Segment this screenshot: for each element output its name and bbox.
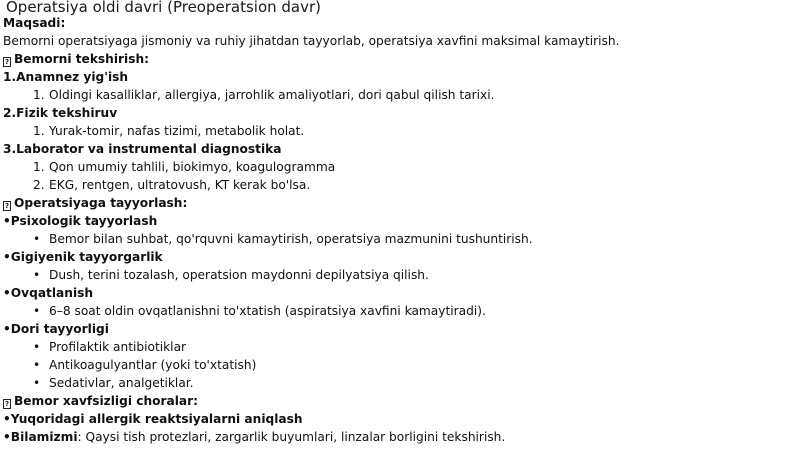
list-number: 2.	[33, 178, 45, 192]
list-item	[3, 158, 793, 176]
list-item	[3, 122, 793, 140]
examination-sections	[3, 68, 793, 194]
preparation-section-label	[3, 284, 793, 302]
list-item-text: Antikoagulyantlar (yoki to'xtatish)	[49, 358, 257, 372]
bullet-icon: •	[33, 268, 41, 282]
list-item-text: Profilaktik antibiotiklar	[49, 340, 187, 354]
examination-section-label: 3.Laborator va instrumental diagnostika	[3, 142, 282, 156]
list-item-text: Qon umumiy tahlili, biokimyo, koagulogramma	[49, 160, 336, 174]
examination-section-label: 1.Anamnez yig'ish	[3, 70, 129, 84]
list-item	[3, 302, 793, 320]
preparation-section-label-text: Gigiyenik tayyorgarlik	[10, 250, 163, 264]
list-item	[3, 266, 793, 284]
preparation-section-label-text: Psixologik tayyorlash	[10, 214, 158, 228]
preparation-sections	[3, 212, 793, 392]
list-item-text: Bemor bilan suhbat, qo'rquvni kamaytirish, operatsiya mazmunini tushuntirish.	[49, 232, 533, 246]
bullet-icon: •	[3, 214, 11, 228]
list-item-text: EKG, rentgen, ultratovush, KT kerak bo'lsa.	[49, 178, 311, 192]
list-number: 1.	[33, 124, 45, 138]
list-item	[3, 230, 793, 248]
goal-heading: Maqsadi:	[3, 16, 66, 30]
bullet-icon: •	[3, 286, 11, 300]
list-item-text: 6–8 soat oldin ovqatlanishni to'xtatish (aspiratsiya xavfini kamaytiradi).	[49, 304, 486, 318]
preparation-heading	[3, 194, 793, 212]
slide-title: Operatsiya oldi davri (Preoperatsion davr)	[6, 0, 322, 16]
preparation-section-label-text: Dori tayyorligi	[10, 322, 109, 336]
bullet-icon: •	[33, 304, 41, 318]
list-item	[3, 176, 793, 194]
safety-heading-text: Bemor xavfsizligi choralar:	[14, 394, 199, 408]
list-item-text: Yurak-tomir, nafas tizimi, metabolik holat.	[49, 124, 305, 138]
safety-line-2-label: Bilamizmi	[10, 430, 78, 444]
preparation-section-label	[3, 212, 793, 230]
list-item	[3, 338, 793, 356]
list-item-text: Oldingi kasalliklar, allergiya, jarrohlik amaliyotlari, dori qabul qilish tarixi.	[49, 88, 495, 102]
examination-section-label: 2.Fizik tekshiruv	[3, 106, 118, 120]
bullet-icon: •	[33, 340, 41, 354]
bullet-icon: •	[3, 322, 11, 336]
preparation-section-label-text: Ovqatlanish	[10, 286, 94, 300]
safety-line-2-text: : Qaysi tish protezlari, zargarlik buyumlari, linzalar borligini tekshirish.	[77, 430, 506, 444]
safety-line-1-text: Yuqoridagi allergik reaktsiyalarni aniqlash	[10, 412, 303, 426]
safety-heading	[3, 392, 793, 410]
list-number: 1.	[33, 88, 45, 102]
list-item-text: Dush, terini tozalash, operatsion maydonni depilyatsiya qilish.	[49, 268, 429, 282]
examination-heading-text: Bemorni tekshirish:	[14, 52, 150, 66]
safety-line-2: •Bilamizmi: Qaysi tish protezlari, zargarlik buyumlari, linzalar borligini tekshirish.	[3, 430, 506, 444]
slide-content	[3, 14, 793, 446]
bullet-icon: •	[33, 376, 41, 390]
list-number: 1.	[33, 160, 45, 174]
list-item	[3, 374, 793, 392]
list-item-text: Sedativlar, analgetiklar.	[49, 376, 194, 390]
missing-glyph-icon: ?	[4, 58, 10, 66]
list-item	[3, 86, 793, 104]
preparation-heading-text: Operatsiyaga tayyorlash:	[14, 196, 188, 210]
missing-glyph-icon: ?	[4, 202, 10, 210]
goal-text: Bemorni operatsiyaga jismoniy va ruhiy jihatdan tayyorlab, operatsiya xavfini maksimal kamaytirish.	[3, 34, 620, 48]
list-item	[3, 356, 793, 374]
bullet-icon: •	[3, 250, 11, 264]
bullet-icon: •	[33, 232, 41, 246]
preparation-section-label	[3, 320, 793, 338]
missing-glyph-icon: ?	[4, 400, 10, 408]
bullet-icon: •	[33, 358, 41, 372]
safety-line-1: •Yuqoridagi allergik reaktsiyalarni aniqlash	[3, 412, 303, 426]
preparation-section-label	[3, 248, 793, 266]
examination-heading	[3, 50, 793, 68]
